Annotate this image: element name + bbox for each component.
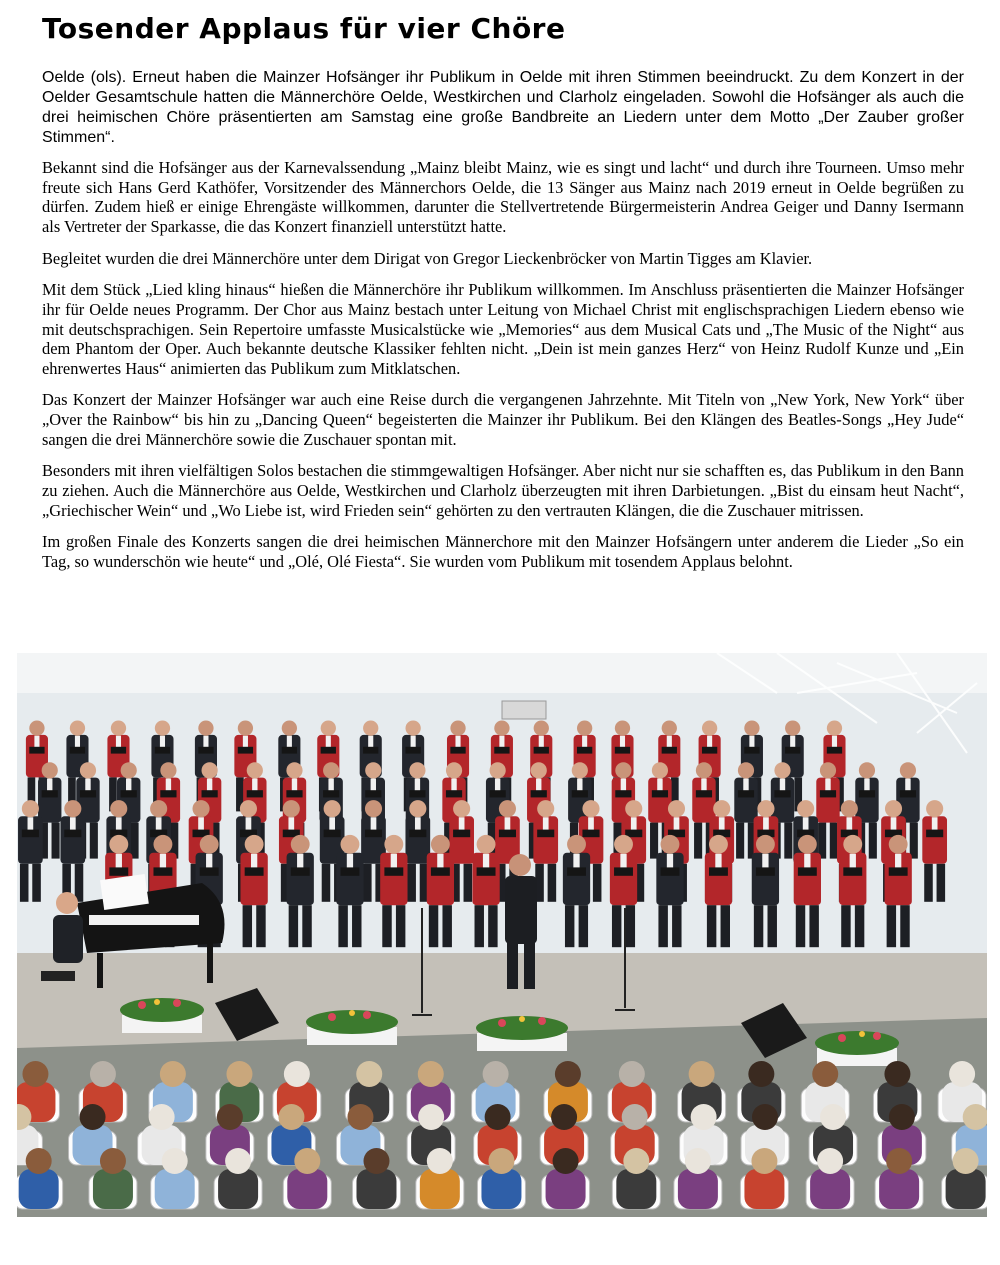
article-paragraph: Begleitet wurden die drei Männerchöre unter dem Dirigat von Gregor Lieckenbröcker von Martin Tigges am Klavier. xyxy=(42,248,813,268)
article-paragraph: Mit dem Stück „Lied kling hinaus“ hießen die Männerchöre ihr Publikum willkommen. Im Anschluss präsentierten die Mainzer Hofsänger ihr für Oelde neues Programm. Der Chor aus Mainz bestach unter Leitung von Michael Christ mit englischsprachigen Liedern ebenso wie mit deutschsprachigen. Sein Repertoire umfasste Musicalstücke wie „Memories“ aus dem Musical Cats und „The Music of the Night“ aus dem Phantom der Oper. Auch bekannte deutsche Klassiker fehlten nicht. „Dein ist mein ganzes Herz“ von Heinz Rudolf Kunze und „Ein ehrenwertes Haus“ animierten das Publikum zum Mitklatschen. xyxy=(42,280,964,378)
article-headline: Tosender Applaus für vier Chöre xyxy=(42,12,566,45)
article-lead: Oelde (ols). Erneut haben die Mainzer Hofsänger ihr Publikum in Oelde mit ihren Stimmen beeindruckt. Zu dem Konzert in der Oelder Gesamtschule hatten die Männerchöre Oelde, Westkirchen und Clarholz eingeladen. Sowohl die Hofsänger als auch die drei heimischen Chöre präsentierten am Samstag eine große Bandbreite an Liedern unter dem Motto „Der Zauber großer Stimmen“. xyxy=(42,69,964,146)
concert-photo-illustration xyxy=(17,653,987,1217)
ceiling xyxy=(17,653,987,693)
article-body xyxy=(42,158,964,583)
article-paragraph: Bekannt sind die Hofsänger aus der Karnevalssendung „Mainz bleibt Mainz, wie es singt und lacht“ und durch ihre Tourneen. Umso mehr freute sich Hans Gerd Kathöfer, Vorsitzender des Männerchors Oelde, die 13 Sänger aus Mainz nach 2019 erneut in Oelde begrüßen zu dürfen. Zudem hieß er einige Ehrengäste willkommen, darunter die Stellvertretende Bürgermeisterin Andrea Geiger und Danny Isermann als Vertreter der Sparkasse, die das Konzert finanziell unterstützt hatte. xyxy=(42,158,964,237)
concert-photo xyxy=(17,653,987,1217)
projector xyxy=(502,701,546,719)
article-paragraph: Das Konzert der Mainzer Hofsänger war auch eine Reise durch die vergangenen Jahrzehnte. Mit Titeln von „New York, New York“ über „Over the Rainbow“ bis hin zu „Dancing Queen“ begeisterten die Mainzer ihr Publikum. Bei den Klängen des Beatles-Songs „Hey Jude“ sangen die drei Männerchöre sowie die Zuschauer spontan mit. xyxy=(42,390,964,449)
article-paragraph: Besonders mit ihren vielfältigen Solos bestachen die stimmgewaltigen Hofsänger. Aber nicht nur sie schafften es, das Publikum in den Bann zu ziehen. Auch die Männerchöre aus Oelde, Westkirchen und Clarholz überzeugten mit ihren Darbietungen. „Bist du einsam heut Nacht“, „Griechischer Wein“ und „Wo Liebe ist, wird Frieden sein“ gehörten zu den vertrauten Klängen, die die Zuschauer mitrissen. xyxy=(42,461,964,520)
article-paragraph: Im großen Finale des Konzerts sangen die drei heimischen Männerchore mit den Mainzer Hofsängern unter anderem die Lieder „So ein Tag, so wunderschön wie heute“ und „Olé, Olé Fiesta“. Sie wurden vom Publikum mit tosendem Applaus belohnt. xyxy=(42,532,964,571)
